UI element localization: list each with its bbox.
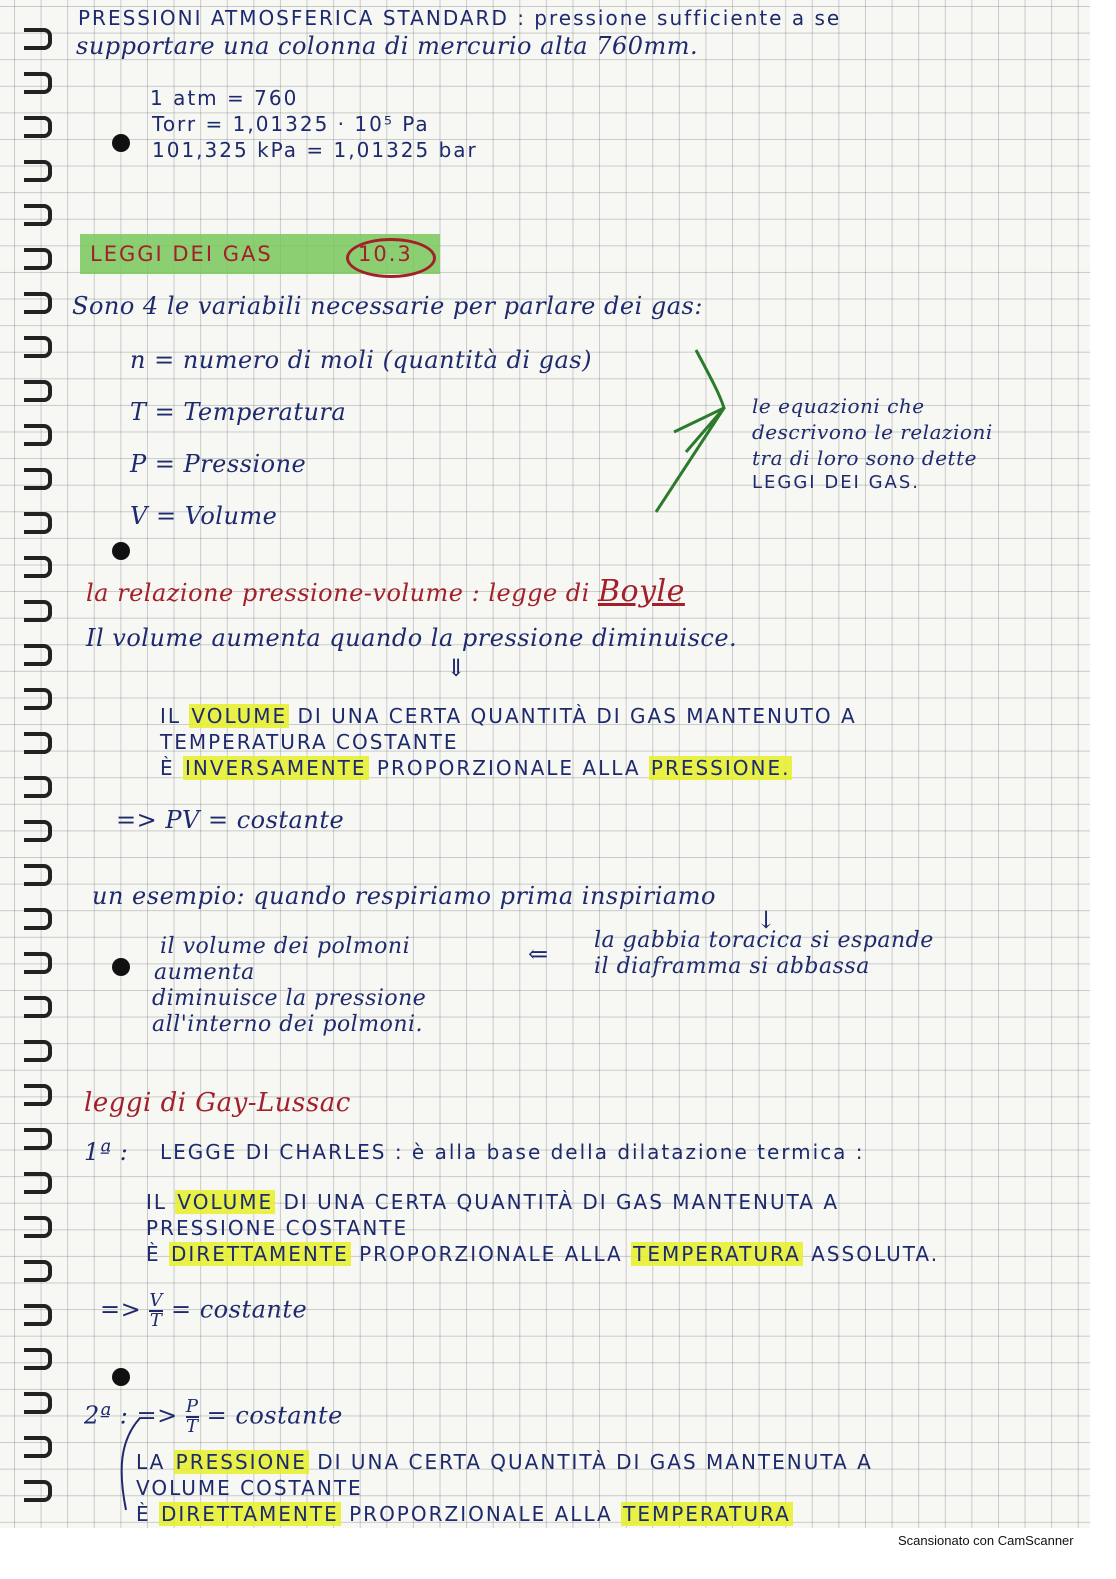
second-law-label: 2ª :	[84, 1401, 129, 1430]
second-law-line3	[136, 1502, 793, 1526]
arrow-left-icon: ⇐	[528, 940, 549, 968]
atm-equation-3: 101,325 kPa = 1,01325 bar	[152, 138, 478, 162]
spiral-binding	[20, 0, 60, 1528]
boyle-law1a: IL	[160, 704, 182, 728]
boyle-law3a: È	[160, 756, 175, 780]
second-law-line1	[136, 1450, 873, 1474]
second-law3a: È	[136, 1502, 151, 1526]
boyle-example-left-4: all'interno dei polmoni.	[152, 1012, 424, 1037]
boyle-law-line2: TEMPERATURA COSTANTE	[160, 730, 459, 754]
variable-p: P = Pressione	[130, 450, 307, 478]
second-law-fraction-num: P	[185, 1396, 199, 1417]
boyle-example-left-3: diminuisce la pressione	[152, 986, 427, 1011]
second-law-fraction	[186, 1398, 199, 1436]
punch-hole	[112, 134, 130, 152]
gaylussac-heading: leggi di Gay-Lussac	[84, 1088, 351, 1118]
boyle-law1b: DI UNA CERTA QUANTITÀ DI GAS MANTENUTO A	[297, 704, 857, 728]
boyle-heading-a: la relazione pressione-volume :	[86, 579, 481, 607]
boyle-law-line1	[160, 704, 857, 728]
second-law3-temperature: TEMPERATURA	[623, 1502, 791, 1526]
boyle-law1-volume: VOLUME	[191, 704, 288, 728]
gas-laws-note-3: tra di loro sono dette	[752, 446, 977, 470]
boyle-heading-c: Boyle	[597, 574, 685, 609]
charles-law3-directly: DIRETTAMENTE	[171, 1242, 349, 1266]
second-law3b: PROPORZIONALE ALLA	[349, 1502, 613, 1526]
boyle-heading-b: legge di	[488, 579, 590, 607]
charles-law-line3	[146, 1242, 939, 1266]
charles-formula-suffix: = costante	[171, 1295, 308, 1324]
charles-law3c: ASSOLUTA.	[811, 1242, 940, 1266]
second-law1-pressure: PRESSIONE	[175, 1450, 307, 1474]
arrow-down-icon: ↓	[756, 906, 777, 934]
second-law-suffix: = costante	[206, 1401, 343, 1430]
boyle-formula: => PV = costante	[116, 806, 345, 834]
second-law1b: DI UNA CERTA QUANTITÀ DI GAS MANTENUTA A	[317, 1450, 873, 1474]
punch-hole	[112, 542, 130, 560]
second-law3-directly: DIRETTAMENTE	[161, 1502, 339, 1526]
variable-t: T = Temperatura	[130, 398, 347, 426]
section-number: 10.3	[358, 242, 413, 266]
second-law-line2: VOLUME COSTANTE	[136, 1476, 363, 1500]
second-law-prefix: =>	[136, 1401, 178, 1430]
variable-v: V = Volume	[130, 502, 278, 530]
charles-law3-temperature: TEMPERATURA	[633, 1242, 801, 1266]
gaylussac-first-label: 1ª :	[84, 1138, 129, 1166]
boyle-example-right-1: la gabbia toracica si espande	[594, 928, 934, 953]
charles-fraction-num: V	[149, 1290, 163, 1311]
gas-laws-note-4: LEGGI DEI GAS.	[752, 472, 921, 493]
double-arrow-down-icon: ⇓	[446, 654, 467, 682]
charles-fraction	[149, 1292, 163, 1330]
scanner-watermark: Scansionato con CamScanner	[898, 1533, 1074, 1548]
atm-definition-line2: supportare una colonna di mercurio alta 760mm.	[76, 32, 699, 60]
boyle-example-intro: un esempio: quando respiriamo prima inspiriamo	[92, 882, 716, 910]
boyle-law-line3	[160, 756, 792, 780]
boyle-law3b: PROPORZIONALE ALLA	[376, 756, 641, 780]
charles-law-title: LEGGE DI CHARLES : è alla base della dilatazione termica :	[160, 1140, 865, 1164]
charles-law-line2: PRESSIONE COSTANTE	[146, 1216, 409, 1240]
atm-equation-1: 1 atm = 760	[150, 86, 299, 110]
charles-law1b: DI UNA CERTA QUANTITÀ DI GAS MANTENUTA A	[283, 1190, 840, 1214]
charles-law3b: PROPORZIONALE ALLA	[359, 1242, 623, 1266]
charles-law1-volume: VOLUME	[177, 1190, 274, 1214]
boyle-heading	[86, 574, 685, 609]
variables-intro: Sono 4 le variabili necessarie per parlare dei gas:	[72, 292, 703, 320]
second-law1a: LA	[136, 1450, 166, 1474]
charles-law-line1	[146, 1190, 839, 1214]
boyle-example-right-2: il diaframma si abbassa	[594, 954, 870, 979]
second-law	[84, 1398, 343, 1436]
variable-n: n = numero di moli (quantità di gas)	[130, 346, 592, 374]
boyle-statement: Il volume aumenta quando la pressione diminuisce.	[86, 624, 738, 652]
atm-equation-2: Torr = 1,01325 · 10⁵ Pa	[152, 112, 430, 136]
atm-definition-line1: PRESSIONI ATMOSFERICA STANDARD : pressione sufficiente a se	[78, 6, 842, 30]
charles-fraction-den: T	[149, 1310, 163, 1331]
charles-law1a: IL	[146, 1190, 168, 1214]
charles-formula-prefix: =>	[100, 1295, 142, 1324]
punch-hole	[112, 1368, 130, 1386]
gas-laws-note-2: descrivono le relazioni	[752, 420, 993, 444]
boyle-example-left-2: aumenta	[154, 960, 255, 985]
charles-law3a: È	[146, 1242, 161, 1266]
section-title: LEGGI DEI GAS	[90, 242, 273, 266]
boyle-law3-inversely: INVERSAMENTE	[185, 756, 367, 780]
charles-formula	[100, 1292, 307, 1330]
gas-laws-note-1: le equazioni che	[752, 394, 925, 418]
boyle-law3-pressure: PRESSIONE.	[650, 756, 791, 780]
punch-hole	[112, 958, 130, 976]
boyle-example-left-1: il volume dei polmoni	[160, 934, 411, 959]
second-law-fraction-den: T	[185, 1416, 199, 1437]
